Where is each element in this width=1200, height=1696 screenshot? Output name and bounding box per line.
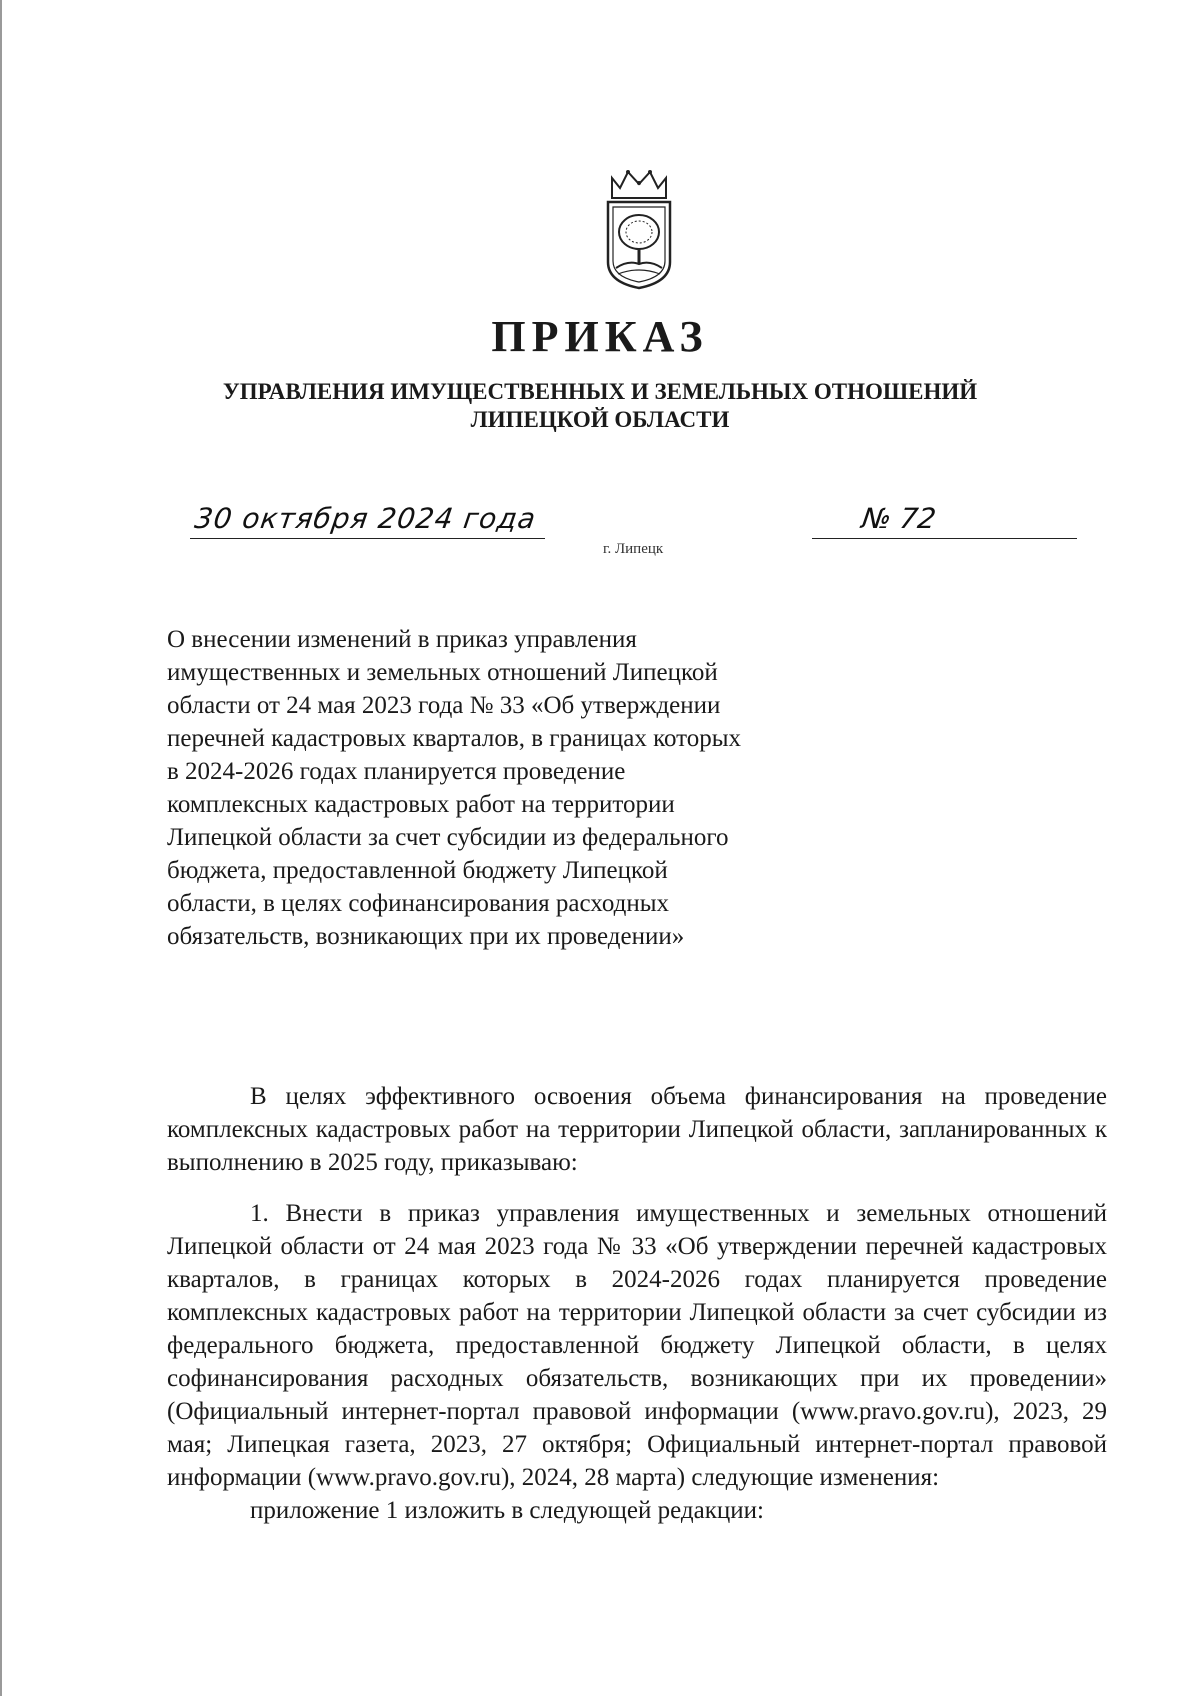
handwritten-number: № 72 <box>859 502 938 535</box>
city-label: г. Липецк <box>603 541 664 557</box>
document-title: ПРИКАЗ <box>491 312 709 361</box>
agency-line-2: ЛИПЕЦКОЙ ОБЛАСТИ <box>470 407 730 432</box>
date-underline <box>190 538 545 539</box>
document-body <box>167 1080 1107 1527</box>
handwritten-date: 30 октября 2024 года <box>192 502 539 535</box>
document-subject: О внесении изменений в приказ управления имущественных и земельных отношений Липецкой области от 24 мая 2023 года № 33 «Об утверждении перечней кадастровых кварталов, в границах которых в 2024-2026 годах планируется проведение комплексных кадастровых работ на территории Липецкой области за счет субсидии из федерального бюджета, предоставленной бюджету Липецкой области, в целях софинансирования расходных обязательств, возникающих при их проведении» <box>167 626 742 950</box>
preamble-paragraph: В целях эффективного освоения объема финансирования на проведение комплексных кадастровых работ на территории Липецкой области, запланированных к выполнению в 2025 году, приказываю: <box>167 1083 1107 1176</box>
appendix-paragraph: приложение 1 изложить в следующей редакции: <box>250 1497 764 1524</box>
coat-of-arms-icon <box>598 168 680 292</box>
agency-line-1: УПРАВЛЕНИЯ ИМУЩЕСТВЕННЫХ И ЗЕМЕЛЬНЫХ ОТНОШЕНИЙ <box>222 379 978 404</box>
issuing-agency <box>0 378 1200 434</box>
number-underline <box>812 538 1077 539</box>
scan-edge <box>0 0 2 1696</box>
item-1-paragraph: 1. Внести в приказ управления имущественных и земельных отношений Липецкой области от 24 мая 2023 года № 33 «Об утверждении перечней кадастровых кварталов, в границах которых в 2024-2026 годах планируется проведение комплексных кадастровых работ на территории Липецкой области за счет субсидии из федерального бюджета, предоставленной бюджету Липецкой области, в целях софинансирования расходных обязательств, возникающих при их проведении» (Официальный интернет-портал правовой информации (www.pravo.gov.ru), 2023, 29 мая; Липецкая газета, 2023, 27 октября; Официальный интернет-портал правовой информации (www.pravo.gov.ru), 2024, 28 марта) следующие изменения: <box>167 1200 1107 1491</box>
